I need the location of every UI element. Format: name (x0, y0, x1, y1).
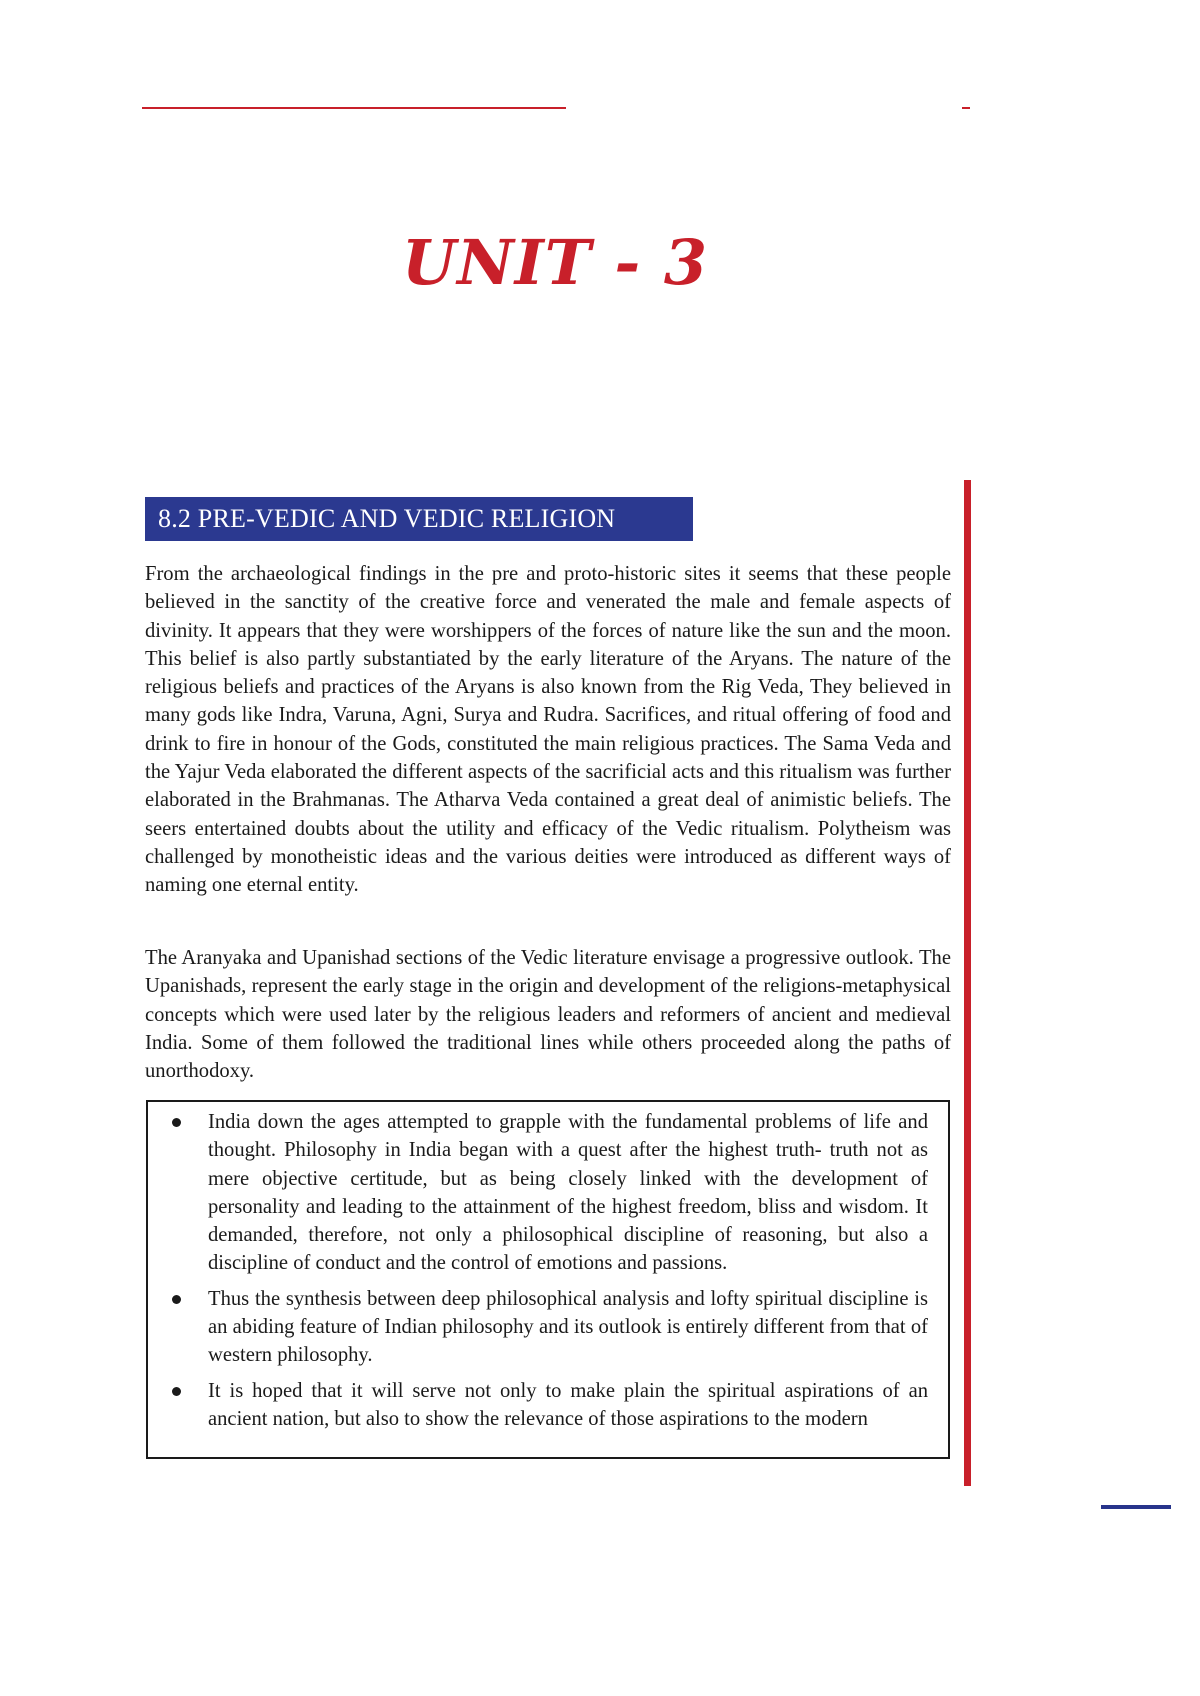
note-item-text: India down the ages attempted to grapple with the fundamental problems of life and thought. Philosophy in India began with a quest after the highest truth- truth not as mere objective certitude, but as being closely linked with the development of personality and leading to the attainment of the highest freedom, bliss and wisdom. It demanded, therefore, not only a philosophical discipline of reasoning, but also a discipline of conduct and the control of emotions and passions. (208, 1111, 928, 1275)
bullet-icon (172, 1118, 181, 1127)
margin-bar (964, 480, 971, 1486)
paragraph-1: From the archaeological findings in the pre and proto-historic sites it seems that these people believed in the sanctity of the creative force and venerated the male and female aspects of divinity. It appears that they were worshippers of the forces of nature like the sun and the moon. This belief is also partly substantiated by the early literature of the Aryans. The nature of the religious beliefs and practices of the Aryans is also known from the Rig Veda, They believed in many gods like Indra, Varuna, Agni, Surya and Rudra. Sacrifices, and ritual offering of food and drink to fire in honour of the Gods, constituted the main religious practices. The Sama Veda and the Yajur Veda elaborated the different aspects of the sacrificial acts and this ritualism was further elaborated in the Brahmanas. The Atharva Veda contained a great deal of animistic beliefs. The seers entertained doubts about the utility and efficacy of the Vedic ritualism. Polytheism was challenged by monotheistic ideas and the various deities were introduced as different ways of naming one eternal entity. (145, 563, 951, 897)
note-item (148, 1108, 948, 1278)
bullet-icon (172, 1387, 181, 1396)
section-heading: 8.2 PRE-VEDIC AND VEDIC RELIGION (145, 497, 693, 541)
note-item (148, 1377, 948, 1434)
unit-title: UNIT - 3 (402, 226, 708, 299)
note-item (148, 1285, 948, 1370)
paragraph-2: The Aranyaka and Upanishad sections of the Vedic literature envisage a progressive outlook. The Upanishads, represent the early stage in the origin and development of the religions-metaphysical concepts which were used later by the religious leaders and reformers of ancient and medieval India. Some of them followed the traditional lines while others proceeded along the paths of unorthodoxy. (145, 947, 951, 1083)
page-marker (1101, 1505, 1171, 1509)
note-box (146, 1100, 950, 1459)
note-item-text: It is hoped that it will serve not only to make plain the spiritual aspirations of an ancient nation, but also to show the relevance of those aspirations to the modern (208, 1379, 928, 1430)
bullet-icon (172, 1295, 181, 1304)
top-rule-tick (962, 107, 970, 109)
note-list (148, 1108, 948, 1440)
top-rule (142, 107, 566, 109)
note-item-text: Thus the synthesis between deep philosophical analysis and lofty spiritual discipline is an abiding feature of Indian philosophy and its outlook is entirely different from that of western philosophy. (208, 1287, 928, 1367)
